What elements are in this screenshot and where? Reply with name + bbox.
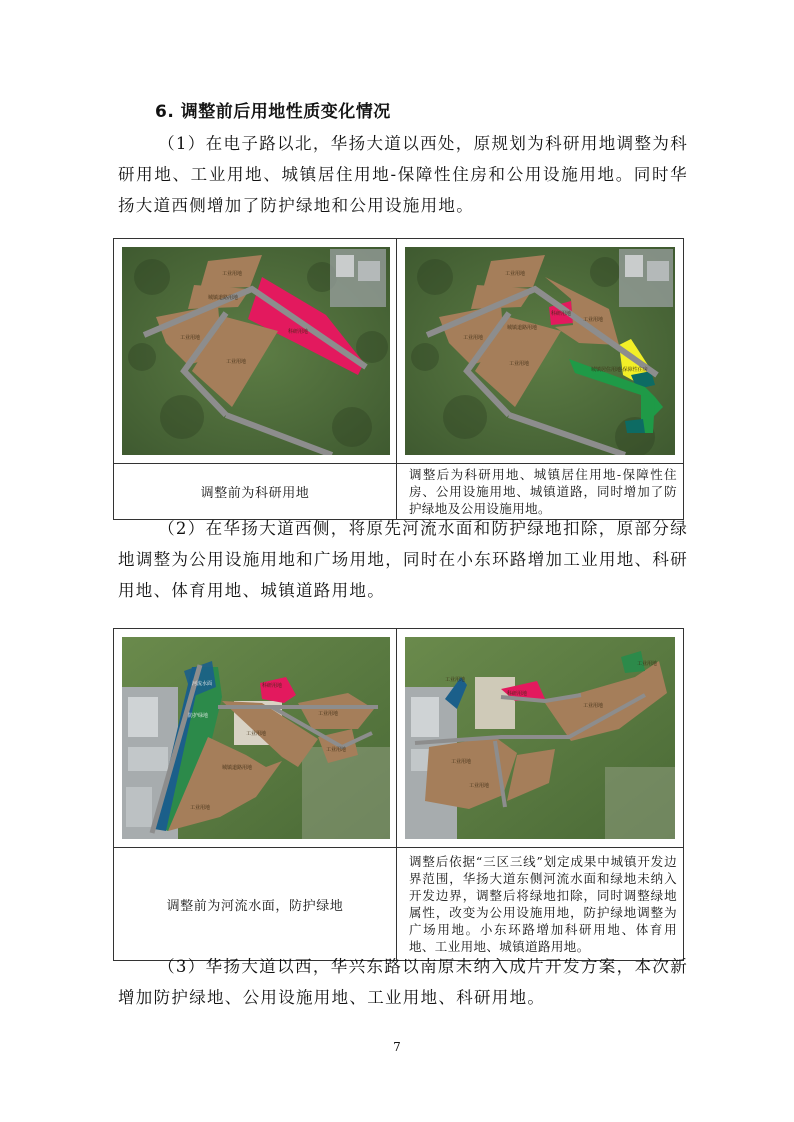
figure-1-caption-before: 调整前为科研用地 [114,464,397,520]
paragraph-1-text: （1）在电子路以北，华扬大道以西处，原规划为科研用地调整为科研用地、工业用地、城镇居住用地-保障性住房和公用设施用地。同时华扬大道西侧增加了防护绿地和公用设施用地。 [118,134,688,215]
figure-2-before-label-e: 工业用地 [246,731,267,737]
figure-2-after-label-d: 工业用地 [451,759,472,765]
figure-1-after-label-a: 工业用地 [505,271,526,277]
figure-1-after-cell [397,239,684,464]
figure-2-before-label-c: 科研用地 [262,683,283,689]
figure-1-after-map [405,247,675,455]
figure-1-after-label-g: 城镇居住用地-保障性住房 [591,367,648,373]
paragraph-2-text: （2）在华扬大道西侧，将原先河流水面和防护绿地扣除，原部分绿地调整为公用设施用地和广场用地，同时在小东环路增加工业用地、科研用地、体育用地、城镇道路用地。 [118,519,688,600]
figure-2-caption-before: 调整前为河流水面，防护绿地 [114,848,397,961]
figure-2-before-label-a: 河流水面 [192,681,213,687]
figure-2-before-label-h: 工业用地 [190,805,211,811]
figure-2-before-map [122,637,390,839]
paragraph-2 [118,513,688,606]
figure-2-after-label-e: 科研用地 [507,691,528,697]
figure-2-before-label-b: 防护绿地 [188,713,209,719]
figure-1-after-label-f: 工业用地 [509,361,530,367]
figure-2-caption-after: 调整后依据“三区三线”划定成果中城镇开发边界范围，华扬大道东侧河流水面和绿地未纳入开发边界，调整后将绿地扣除，同时调整绿地属性，改变为公用设施用地，防护绿地调整为广场用地。小东环路增加科研用地、体育用地、工业用地、城镇道路用地。 [397,848,684,961]
figure-1-before-cell [114,239,397,464]
figure-2-before-label-f: 城镇道路用地 [222,765,253,771]
figure-2-after-cell [397,629,684,848]
figure-2-before-label-g: 工业用地 [326,747,347,753]
figure-1-before-label-c: 工业用地 [180,335,201,341]
paragraph-3 [118,951,688,1013]
figure-2-before-cell [114,629,397,848]
page-number: 7 [393,1040,401,1054]
figure-1-before-label-b: 城镇道路用地 [208,295,239,301]
figure-1-caption-after: 调整后为科研用地、城镇居住用地-保障性住房、公用设施用地、城镇道路，同时增加了防护绿地及公用设施用地。 [397,464,684,520]
section-heading: 6. 调整前后用地性质变化情况 [155,102,391,122]
figure-1-before-label-a: 工业用地 [222,271,243,277]
figure-1-before-label-e: 工业用地 [226,359,247,365]
paragraph-3-text: （3）华扬大道以西，华兴东路以南原未纳入成片开发方案，本次新增加防护绿地、公用设施用地、工业用地、科研用地。 [118,957,688,1007]
paragraph-1 [118,128,688,221]
figure-1-after-label-e: 工业用地 [463,335,484,341]
figure-1-before-map [122,247,390,455]
figure-2-after-label-c: 工业用地 [583,703,604,709]
figure-1-before-label-d: 科研用地 [288,329,309,335]
figure-2-before-label-d: 工业用地 [318,711,339,717]
figure-1-after-label-d: 工业用地 [583,317,604,323]
figure-1-after-label-c: 科研用地 [551,311,572,317]
figure-2-after-map [405,637,675,839]
figure-1-after-label-b: 城镇道路用地 [507,325,538,331]
figure-2-table [113,628,684,961]
figure-2-after-label-b: 工业用地 [637,661,658,667]
figure-2-after-label-f: 工业用地 [469,783,490,789]
figure-1-table [113,238,684,520]
figure-2-after-label-a: 工业用地 [445,677,466,683]
